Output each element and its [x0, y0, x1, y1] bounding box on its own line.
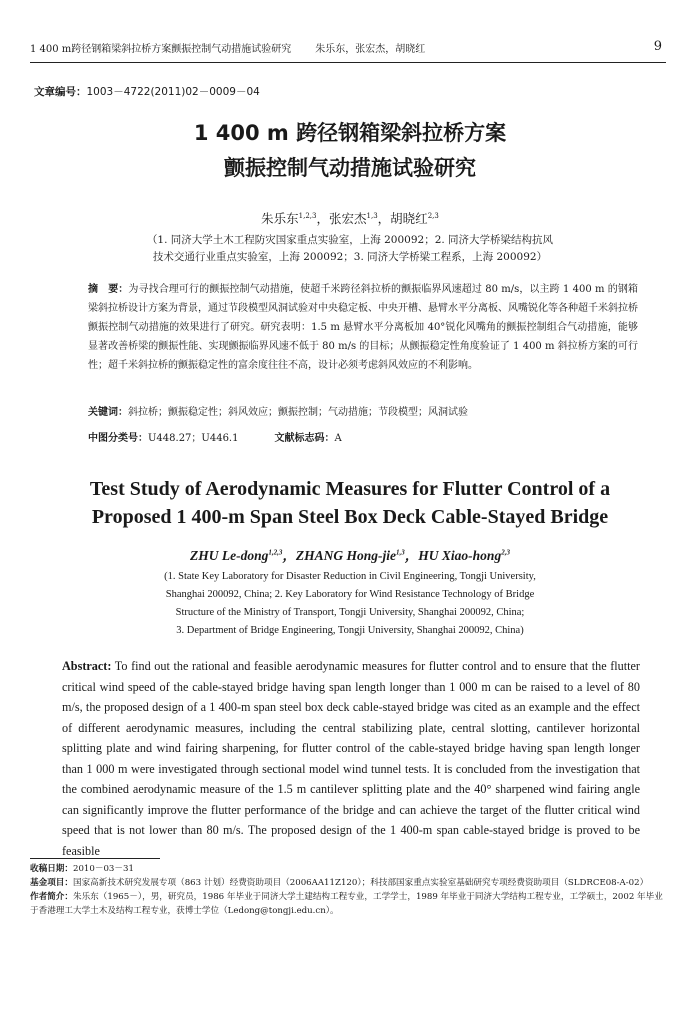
cn-author-separator: ， — [377, 211, 391, 226]
footnote-divider — [30, 858, 160, 859]
en-affiliation-line2: Shanghai 200092, China; 2. Key Laboratory for Wind Resistance Technology of Bridge — [165, 589, 535, 600]
footnote-received-label: 收稿日期： — [30, 864, 73, 874]
footnotes — [30, 862, 670, 918]
en-abstract-text: To find out the rational and feasible aerodynamic measures for flutter control and to ensure that the flutter critical wind speed of the cable-stayed bridge having span length longer than 1 000 m can be raised to a level of 80 m/s, the proposed design of a 1 400-m span steel box deck cable-stayed bridge was cited as an example and the effect of different aerodynamic measures, including the central stabilizing plate, central slotting, cantilever horizontal splitting plate and wind fairing sharpening, for flutter control of the cable-stayed bridge having span length longer than 1 000 m were investigated through sectional model wind tunnel tests. It is concluded from the investigation that the combined aerodynamic measure of the 1.5 m cantilever splitting plate and the 40° sharpened wind fairing angle can significantly improve the flutter performance of the bridge and can achieve the target of the flutter critical wind speed that is not lower than 80 m/s. The proposed design of the 1 400-m span cable-stayed bridge is proved to be feasible — [62, 659, 640, 858]
en-title-line2: Proposed 1 400-m Span Steel Box Deck Cable-Stayed Bridge — [91, 506, 609, 528]
cn-keywords-label: 关键词： — [88, 407, 128, 418]
cn-affiliation-line2: 技术交通行业重点实验室，上海 200092；3. 同济大学桥梁工程系，上海 200092） — [152, 251, 548, 263]
footnote-fund-value: 国家高新技术研究发展专项（863 计划）经费资助项目（2006AA11Z120）；科技部国家重点实验室基础研究专项经费资助项目（SLDRCE08-A-02） — [72, 878, 649, 888]
en-author-separator: ， — [404, 548, 419, 563]
page-number: 9 — [653, 39, 662, 54]
en-abstract — [62, 656, 640, 861]
article-number — [34, 84, 260, 99]
footnote-bio-value: 朱乐东（1965－），男，研究员，1986 年毕业于同济大学土建结构工程专业，工学学士，1989 年毕业于同济大学结构工程专业，工学硕士，2002 年毕业于香港理工大学土木及结构工程专业，获博士学位（Ledong@tongji.edu.cn）。 — [30, 892, 663, 916]
footnote-bio — [30, 890, 670, 918]
cn-author-name: 朱乐东 — [261, 211, 299, 226]
en-author-name: ZHU Le-dong — [190, 548, 269, 563]
running-header-authors: 朱乐东，张宏杰，胡晓红 — [315, 44, 426, 55]
footnote-received-value: 2010－03－31 — [72, 864, 134, 874]
en-author-list — [0, 544, 700, 564]
cn-title-line1: 1 400 m 跨径钢箱梁斜拉桥方案 — [193, 121, 507, 145]
en-title-line1: Test Study of Aerodynamic Measures for Flutter Control of a — [89, 478, 611, 500]
cn-doc-code-label: 文献标志码： — [274, 433, 335, 444]
cn-author-name: 张宏杰 — [329, 211, 367, 226]
cn-abstract-text: 为寻找合理可行的颤振控制气动措施，使超千米跨径斜拉桥的颤振临界风速超过 80 m/s，以主跨 1 400 m 的钢箱梁斜拉桥设计方案为背景，通过节段模型风洞试验对中央稳定板、中央开槽、悬臂水平分离板、风嘴锐化等各种超千米斜拉桥颤振控制气动措施的效果进行了研究。研究表明：1.5 m 悬臂水平分离板加 40°锐化风嘴角的颤振控制组合气动措施，能够显著改善桥梁的颤振性能、实现颤振临界风速不低于 80 m/s 的目标；从颤振稳定性角度验证了 1 400 m 斜拉桥方案的可行性；超千米斜拉桥的颤振稳定性的富余度往往不高，设计必须考虑斜风效应的不利影响。 — [88, 284, 638, 371]
cn-class-label: 中图分类号： — [88, 433, 148, 444]
cn-abstract — [88, 280, 638, 375]
article-number-label: 文章编号： — [34, 86, 87, 98]
en-author-affil-mark: 1,2,3 — [268, 548, 283, 557]
cn-keywords-text: 斜拉桥；颤振稳定性；斜风效应；颤振控制；气动措施；节段模型；风洞试验 — [128, 407, 468, 418]
running-header-title: 1 400 m跨径钢箱梁斜拉桥方案颤振控制气动措施试验研究 — [30, 44, 292, 55]
cn-author-name: 胡晓红 — [390, 211, 428, 226]
article-number-value: 1003－4722(2011)02－0009－04 — [86, 86, 260, 98]
cn-keywords — [88, 403, 648, 418]
running-header — [30, 40, 666, 63]
cn-author-separator: ， — [316, 211, 329, 226]
running-header-text — [30, 43, 425, 57]
footnote-fund — [30, 876, 670, 890]
en-author-name: ZHANG Hong-jie — [295, 548, 397, 563]
cn-author-list — [0, 209, 700, 227]
cn-title-line2: 颤振控制气动措施试验研究 — [224, 156, 476, 180]
en-abstract-label: Abstract: — [62, 659, 112, 673]
cn-class-value: U448.27；U446.1 — [148, 433, 239, 444]
en-author-affil-mark: 2,3 — [501, 548, 510, 557]
footnote-fund-label: 基金项目： — [30, 878, 73, 888]
cn-author-affil-mark: 1,2,3 — [298, 211, 317, 220]
cn-classification — [88, 429, 648, 444]
en-affiliation-line3: Structure of the Ministry of Transport, Tongji University, Shanghai 200092, China; — [175, 607, 525, 618]
en-author-name: HU Xiao-hong — [418, 548, 502, 563]
cn-affiliation-line1: （1. 同济大学土木工程防灾国家重点实验室，上海 200092；2. 同济大学桥梁结构抗风 — [146, 234, 554, 246]
en-affiliation-line4: 3. Department of Bridge Engineering, Tongji University, Shanghai 200092, China) — [176, 625, 524, 636]
en-author-separator: ， — [282, 548, 296, 563]
cn-abstract-label: 摘 要： — [88, 284, 129, 295]
cn-doc-code-value: A — [334, 433, 342, 444]
en-author-affil-mark: 1,3 — [396, 548, 405, 557]
footnote-received — [30, 862, 670, 876]
footnote-bio-label: 作者简介： — [30, 892, 73, 902]
cn-author-affil-mark: 1,3 — [366, 211, 378, 220]
cn-author-affil-mark: 2,3 — [427, 211, 439, 220]
en-affiliation-line1: (1. State Key Laboratory for Disaster Reduction in Civil Engineering, Tongji University, — [164, 571, 536, 582]
